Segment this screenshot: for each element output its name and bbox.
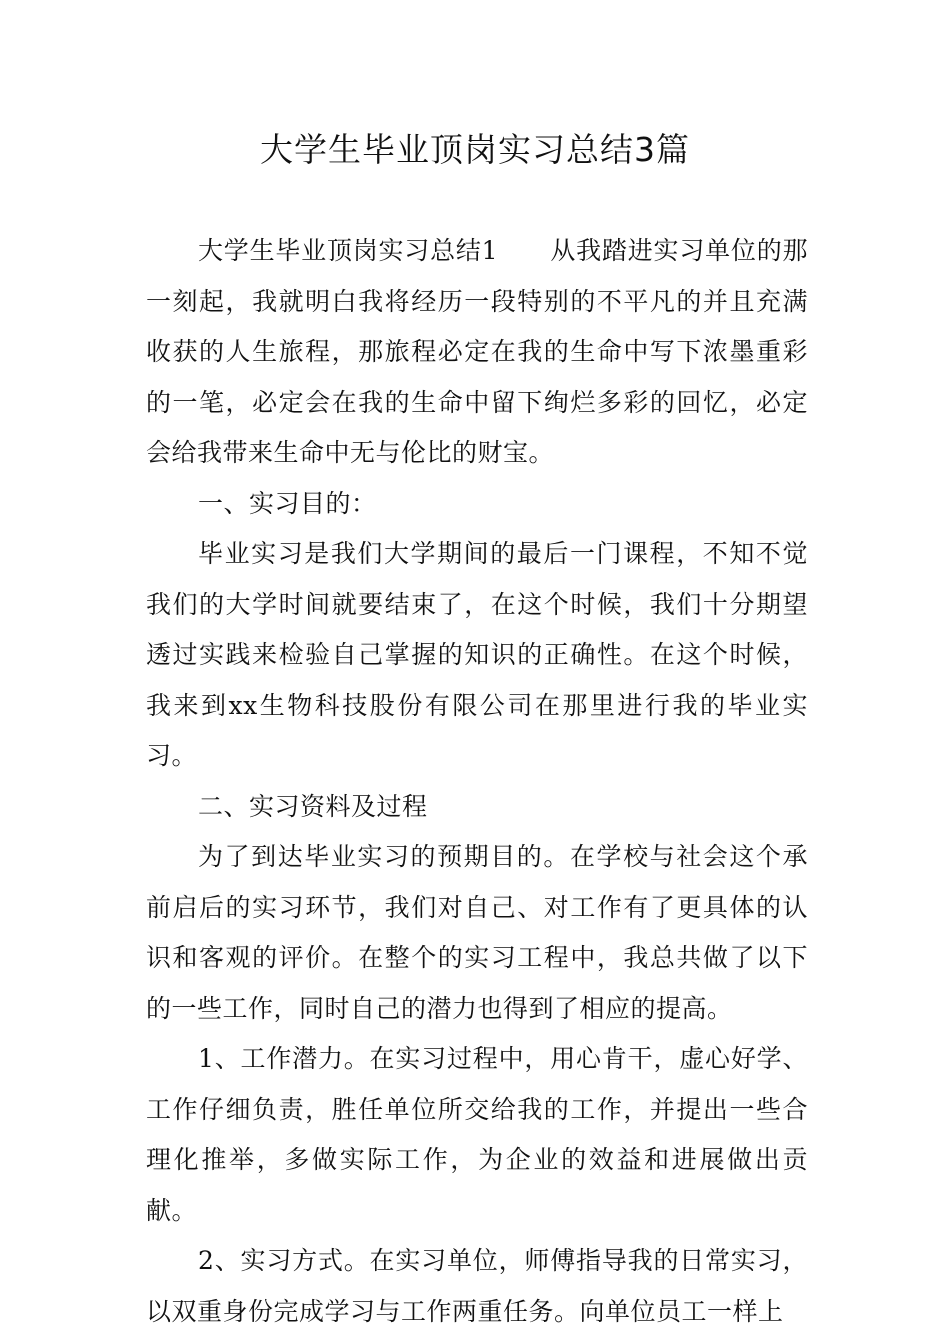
paragraph-intro (146, 226, 808, 479)
paragraph-process: 为了到达毕业实习的预期目的。在学校与社会这个承前启后的实习环节，我们对自己、对工作有了更具体的认识和客观的评价。在整个的实习工程中，我总共做了以下的一些工作，同时自己的潜力也得到了相应的提高。 (146, 842, 808, 1023)
paragraph-intro-text: 从我踏进实习单位的那一刻起，我就明白我将经历一段特别的不平凡的并且充满收获的人生旅程，那旅程必定在我的生命中写下浓墨重彩的一笔，必定会在我的生命中留下绚烂多彩的回忆，必定会给我带来生命中无与伦比的财宝。 (146, 236, 808, 467)
paragraph-ability: 1、工作潜力。在实习过程中，用心肯干，虚心好学、工作仔细负责，胜任单位所交给我的工作，并提出一些合理化推举，多做实际工作，为企业的效益和进展做出贡献。 (146, 1044, 808, 1225)
section-heading-process: 二、实习资料及过程 (198, 791, 428, 821)
paragraph-method: 2、实习方式。在实习单位，师傅指导我的日常实习，以双重身份完成学习与工作两重任务。向单位员工一样上 (146, 1246, 808, 1326)
document-title: 大学生毕业顶岗实习总结3篇 (260, 130, 690, 169)
document-body (146, 226, 808, 1337)
paragraph-purpose: 毕业实习是我们大学期间的最后一门课程，不知不觉我们的大学时间就要结束了，在这个时候，我们十分期望透过实践来检验自己掌握的知识的正确性。在这个时候，我来到xx生物科技股份有限公司在那里进行我的毕业实习。 (146, 539, 808, 770)
paragraph-intro-lead: 大学生毕业顶岗实习总结1 (198, 236, 499, 265)
section-heading-purpose: 一、实习目的： (198, 488, 377, 518)
